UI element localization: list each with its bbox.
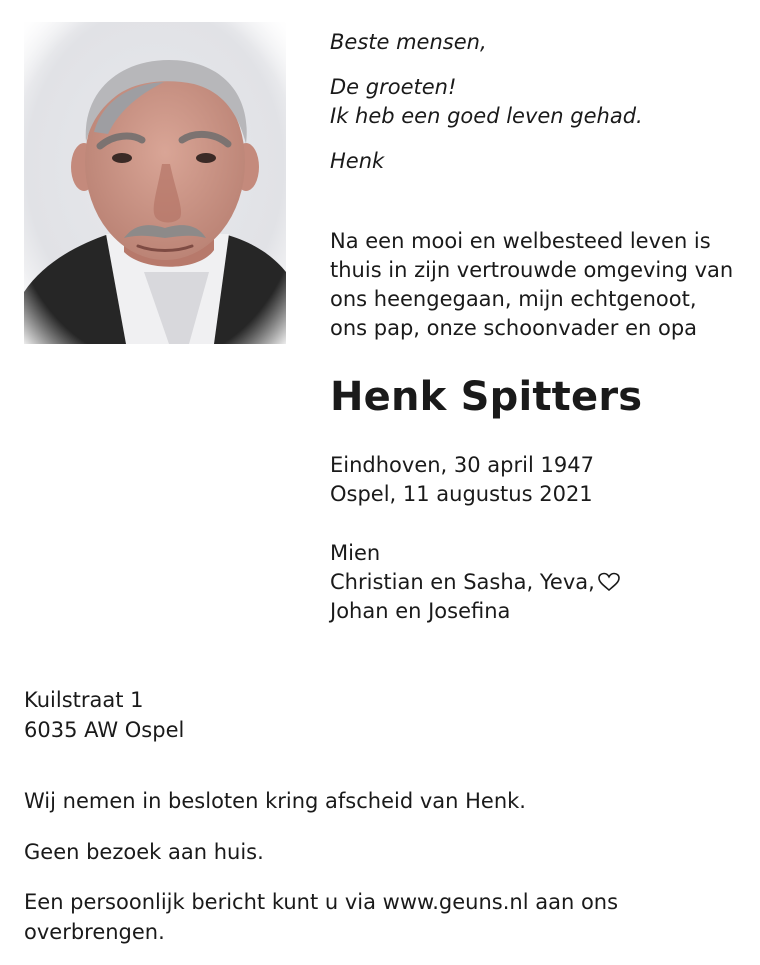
deceased-name: Henk Spitters xyxy=(330,374,643,420)
announcement-line-2: thuis in zijn vertrouwde omgeving van xyxy=(330,258,734,282)
birth-place-date: Eindhoven, 30 april 1947 xyxy=(330,453,594,477)
notice-message-line-1: Een persoonlijk bericht kunt u via www.geuns.nl aan ons xyxy=(24,890,619,914)
notice-no-visit: Geen bezoek aan huis. xyxy=(24,840,264,864)
letter-signature: Henk xyxy=(330,149,385,173)
family-spouse: Mien xyxy=(330,541,381,565)
death-place-date: Ospel, 11 augustus 2021 xyxy=(330,482,593,506)
portrait-photo xyxy=(24,22,286,344)
heart-outline-icon xyxy=(597,571,621,599)
letter-line-1: De groeten! xyxy=(330,75,457,99)
notice-farewell: Wij nemen in besloten kring afscheid van Henk. xyxy=(24,789,526,813)
family-child-1-text: Christian en Sasha, Yeva, xyxy=(330,570,595,594)
announcement-line-3: ons heengegaan, mijn echtgenoot, xyxy=(330,287,697,311)
notice-message-line-2: overbrengen. xyxy=(24,920,165,944)
family-child-2: Johan en Josefina xyxy=(330,599,511,623)
letter-line-2: Ik heb een goed leven gehad. xyxy=(330,104,643,128)
announcement-line-4: ons pap, onze schoonvader en opa xyxy=(330,316,698,340)
address-city: 6035 AW Ospel xyxy=(24,718,185,742)
family-child-1 xyxy=(330,568,621,599)
announcement-line-1: Na een mooi en welbesteed leven is xyxy=(330,229,711,253)
letter-greeting: Beste mensen, xyxy=(330,30,487,54)
address-street: Kuilstraat 1 xyxy=(24,688,144,712)
